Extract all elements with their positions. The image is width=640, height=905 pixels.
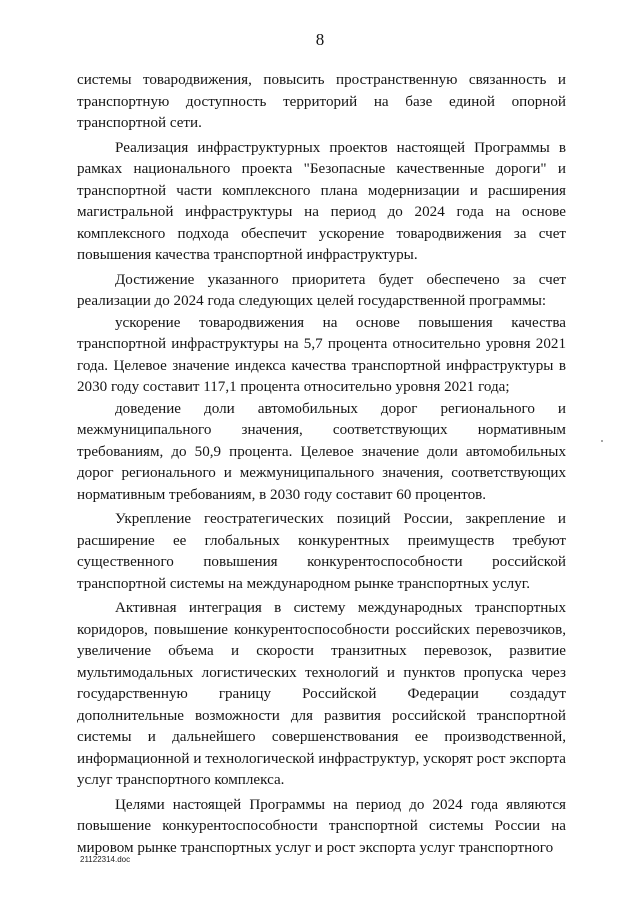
page-number: 8 — [315, 30, 325, 49]
paragraph-infrastructure-projects: Реализация инфраструктурных проектов настоящей Программы в рамках национального проекта "Безопасные качественные дороги" и транспортной части комплексного плана модернизации и расширения магистральной инфраструктуры на период до 2024 года на основе комплексного подхода обеспечит ускорение товародвижения за счет повышения качества транспортной инфраструктуры. — [77, 139, 566, 263]
paragraph-program-goals: Целями настоящей Программы на период до 2024 года являются повышение конкурентоспособности транспортной системы России на мировом рынке транспортных услуг и рост экспорта услуг транспортного — [77, 796, 566, 856]
document-body — [77, 70, 566, 859]
paragraph-goal-regional-roads: доведение доли автомобильных дорог регионального и межмуниципального значения, соответствующих нормативным требованиям, до 50,9 процента. Целевое значение доли автомобильных дорог регионального и межмуниципального значения, соответствующих нормативным требованиям, в 2030 году составит 60 процентов. — [77, 400, 566, 503]
paragraph-international-integration: Активная интеграция в систему международных транспортных коридоров, повышение конкурентоспособности российских перевозчиков, увеличение объема и скорости транзитных перевозок, развитие мультимодальных логистических технологий и пунктов пропуска через государственную границу Российской Федерации создадут дополнительные возможности для развития российской транспортной системы и дальнейшего совершенствования ее производственной, информационной и технологической инфраструктур, ускорят рост экспорта услуг транспортного комплекса. — [77, 600, 566, 788]
scan-speck — [601, 440, 603, 442]
footer-document-code: 21122314.doc — [80, 855, 131, 864]
paragraph-geostrategic-positions: Укрепление геостратегических позиций России, закрепление и расширение ее глобальных конкурентных преимуществ требуют существенного повышения конкурентоспособности российской транспортной системы на международном рынке транспортных услуг. — [77, 511, 566, 592]
paragraph-goal-freight-acceleration: ускорение товародвижения на основе повышения качества транспортной инфраструктуры на 5,7 процента относительно уровня 2021 года. Целевое значение индекса качества транспортной инфраструктуры в 2030 году составит 117,1 процента относительно уровня 2021 года; — [77, 314, 566, 395]
paragraph-priority-achievement: Достижение указанного приоритета будет обеспечено за счет реализации до 2024 года следующих целей государственной программы: — [77, 271, 566, 309]
paragraph-continuation: системы товародвижения, повысить пространственную связанность и транспортную доступность территорий на базе единой опорной транспортной сети. — [77, 72, 566, 131]
